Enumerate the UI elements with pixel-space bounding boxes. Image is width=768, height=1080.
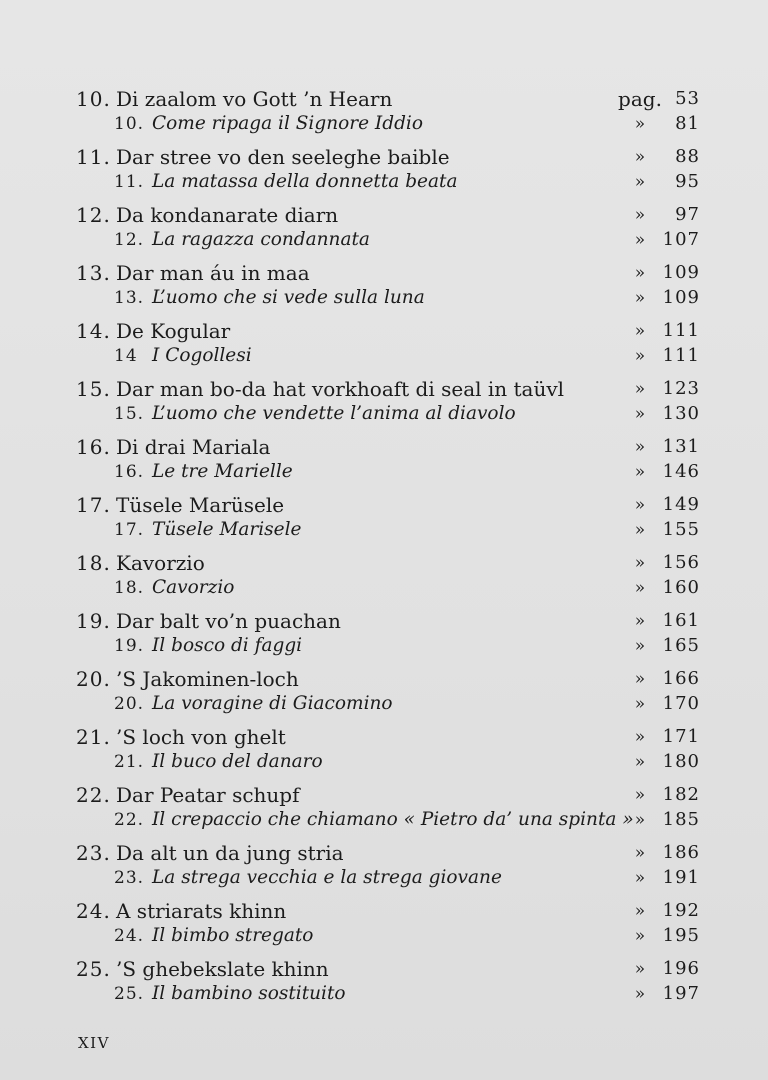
page-reference-marker: » bbox=[634, 379, 646, 399]
toc-entry bbox=[0, 550, 768, 608]
page-reference-marker: » bbox=[634, 636, 646, 656]
entry-title: Kavorzio bbox=[116, 551, 205, 575]
entry-number: 22. bbox=[76, 783, 111, 807]
entry-page-number: 95 bbox=[675, 171, 700, 192]
page-reference-marker: » bbox=[634, 321, 646, 341]
entry-page-number: 192 bbox=[662, 900, 700, 921]
entry-number: 19. bbox=[76, 609, 111, 633]
toc-entry bbox=[0, 434, 768, 492]
entry-number: 24. bbox=[114, 926, 145, 946]
page-reference-marker: » bbox=[634, 553, 646, 573]
entry-number: 12. bbox=[114, 230, 145, 250]
toc-entry bbox=[0, 840, 768, 898]
entry-title-italian: I Cogollesi bbox=[152, 345, 252, 366]
entry-page-number: 191 bbox=[662, 867, 700, 888]
entry-number: 22. bbox=[114, 810, 145, 830]
toc-entry-translation bbox=[0, 227, 768, 253]
toc-entry bbox=[0, 492, 768, 550]
page-reference-marker: » bbox=[634, 810, 646, 830]
entry-page-number: 180 bbox=[662, 751, 700, 772]
toc-entry-original bbox=[0, 898, 768, 924]
page-reference-marker: pag. bbox=[618, 87, 662, 111]
page-reference-marker: » bbox=[634, 114, 646, 134]
entry-number: 10. bbox=[76, 87, 111, 111]
entry-page-number: 160 bbox=[662, 577, 700, 598]
entry-title: Da alt un da jung stria bbox=[116, 841, 344, 865]
entry-number: 10. bbox=[114, 114, 145, 134]
toc-entry-original bbox=[0, 840, 768, 866]
entry-number: 17. bbox=[76, 493, 111, 517]
toc-entry-translation bbox=[0, 923, 768, 949]
entry-title-italian: Il buco del danaro bbox=[152, 751, 323, 772]
entry-page-number: 155 bbox=[662, 519, 700, 540]
entry-page-number: 131 bbox=[662, 436, 700, 457]
page-reference-marker: » bbox=[634, 346, 646, 366]
entry-page-number: 130 bbox=[662, 403, 700, 424]
toc-entry-original bbox=[0, 550, 768, 576]
toc-entry bbox=[0, 376, 768, 434]
entry-page-number: 149 bbox=[662, 494, 700, 515]
toc-entry-original bbox=[0, 202, 768, 228]
entry-page-number: 182 bbox=[662, 784, 700, 805]
entry-page-number: 111 bbox=[662, 320, 700, 341]
page-reference-marker: » bbox=[634, 959, 646, 979]
entry-number: 14. bbox=[76, 319, 111, 343]
page-reference-marker: » bbox=[634, 404, 646, 424]
entry-title-italian: L’uomo che vendette l’anima al diavolo bbox=[152, 403, 516, 424]
page-reference-marker: » bbox=[634, 868, 646, 888]
entry-title-italian: La strega vecchia e la strega giovane bbox=[152, 867, 502, 888]
page-reference-marker: » bbox=[634, 694, 646, 714]
toc-entry-translation bbox=[0, 981, 768, 1007]
page-reference-marker: » bbox=[634, 984, 646, 1004]
toc-entry-translation bbox=[0, 111, 768, 137]
entry-title: ’S ghebekslate khinn bbox=[116, 957, 329, 981]
page-reference-marker: » bbox=[634, 230, 646, 250]
entry-title-italian: La voragine di Giacomino bbox=[152, 693, 393, 714]
entry-title-italian: Come ripaga il Signore Iddio bbox=[152, 113, 423, 134]
entry-page-number: 88 bbox=[675, 146, 700, 167]
entry-number: 24. bbox=[76, 899, 111, 923]
page-reference-marker: » bbox=[634, 669, 646, 689]
toc-entry-translation bbox=[0, 459, 768, 485]
entry-number: 13. bbox=[114, 288, 145, 308]
entry-number: 25. bbox=[76, 957, 111, 981]
toc-entry-original bbox=[0, 724, 768, 750]
entry-number: 18. bbox=[76, 551, 111, 575]
entry-number: 11. bbox=[114, 172, 145, 192]
toc-entry-translation bbox=[0, 807, 768, 833]
entry-title: Da kondanarate diarn bbox=[116, 203, 339, 227]
entry-number: 15. bbox=[76, 377, 111, 401]
entry-page-number: 97 bbox=[675, 204, 700, 225]
page-reference-marker: » bbox=[634, 520, 646, 540]
entry-number: 17. bbox=[114, 520, 145, 540]
entry-page-number: 166 bbox=[662, 668, 700, 689]
page-reference-marker: » bbox=[634, 495, 646, 515]
entry-title: Di zaalom vo Gott ’n Hearn bbox=[116, 87, 393, 111]
page-reference-marker: » bbox=[634, 901, 646, 921]
entry-number: 21. bbox=[76, 725, 111, 749]
toc-entry-original bbox=[0, 144, 768, 170]
page-reference-marker: » bbox=[634, 578, 646, 598]
entry-title: Tüsele Marüsele bbox=[116, 493, 285, 517]
entry-title: Dar man bo-da hat vorkhoaft di seal in taüvl bbox=[116, 377, 565, 401]
entry-number: 23. bbox=[114, 868, 145, 888]
entry-number: 11. bbox=[76, 145, 111, 169]
entry-title-italian: Cavorzio bbox=[152, 577, 235, 598]
entry-page-number: 196 bbox=[662, 958, 700, 979]
entry-title-italian: La matassa della donnetta beata bbox=[152, 171, 458, 192]
entry-number: 23. bbox=[76, 841, 111, 865]
page-reference-marker: » bbox=[634, 785, 646, 805]
entry-page-number: 111 bbox=[662, 345, 700, 366]
page-reference-marker: » bbox=[634, 288, 646, 308]
entry-page-number: 165 bbox=[662, 635, 700, 656]
page-reference-marker: » bbox=[634, 147, 646, 167]
entry-title: Dar stree vo den seeleghe baible bbox=[116, 145, 450, 169]
toc-entry bbox=[0, 724, 768, 782]
page-reference-marker: » bbox=[634, 462, 646, 482]
toc-entry-translation bbox=[0, 865, 768, 891]
toc-entry-original bbox=[0, 434, 768, 460]
entry-title: Dar man áu in maa bbox=[116, 261, 310, 285]
page-reference-marker: » bbox=[634, 752, 646, 772]
entry-number: 20. bbox=[76, 667, 111, 691]
entry-title: Dar balt vo’n puachan bbox=[116, 609, 341, 633]
entry-number: 16. bbox=[114, 462, 145, 482]
entry-page-number: 185 bbox=[662, 809, 700, 830]
entry-title: De Kogular bbox=[116, 319, 231, 343]
page-reference-marker: » bbox=[634, 611, 646, 631]
entry-title: A striarats khinn bbox=[116, 899, 287, 923]
entry-page-number: 171 bbox=[662, 726, 700, 747]
page-reference-marker: » bbox=[634, 205, 646, 225]
toc-entry bbox=[0, 260, 768, 318]
toc-entry-translation bbox=[0, 517, 768, 543]
entry-number: 20. bbox=[114, 694, 145, 714]
toc-entry-original bbox=[0, 956, 768, 982]
entry-page-number: 161 bbox=[662, 610, 700, 631]
entry-number: 16. bbox=[76, 435, 111, 459]
toc-entry-translation bbox=[0, 169, 768, 195]
toc-entry-original bbox=[0, 666, 768, 692]
entry-number: 25. bbox=[114, 984, 145, 1004]
toc-entry-original bbox=[0, 492, 768, 518]
toc-entry-translation bbox=[0, 285, 768, 311]
entry-page-number: 109 bbox=[662, 287, 700, 308]
toc-entry-original bbox=[0, 376, 768, 402]
page-reference-marker: » bbox=[634, 727, 646, 747]
toc-entry-original bbox=[0, 782, 768, 808]
page-reference-marker: » bbox=[634, 843, 646, 863]
toc-entry bbox=[0, 144, 768, 202]
toc-entry bbox=[0, 608, 768, 666]
page-folio: XIV bbox=[78, 1034, 110, 1052]
entry-page-number: 146 bbox=[662, 461, 700, 482]
entry-number: 21. bbox=[114, 752, 145, 772]
entry-page-number: 170 bbox=[662, 693, 700, 714]
table-of-contents bbox=[0, 86, 768, 1014]
toc-entry bbox=[0, 86, 768, 144]
entry-title-italian: L’uomo che si vede sulla luna bbox=[152, 287, 425, 308]
toc-entry-original bbox=[0, 86, 768, 112]
entry-page-number: 53 bbox=[675, 88, 700, 109]
entry-page-number: 123 bbox=[662, 378, 700, 399]
toc-entry-translation bbox=[0, 749, 768, 775]
toc-entry bbox=[0, 666, 768, 724]
entry-title: ’S Jakominen-loch bbox=[116, 667, 299, 691]
entry-number: 14 bbox=[114, 346, 138, 366]
entry-title-italian: Le tre Marielle bbox=[152, 461, 293, 482]
page-reference-marker: » bbox=[634, 172, 646, 192]
entry-title-italian: La ragazza condannata bbox=[152, 229, 370, 250]
entry-page-number: 156 bbox=[662, 552, 700, 573]
toc-entry-translation bbox=[0, 633, 768, 659]
entry-number: 18. bbox=[114, 578, 145, 598]
entry-number: 13. bbox=[76, 261, 111, 285]
entry-title: Dar Peatar schupf bbox=[116, 783, 300, 807]
entry-title-italian: Il crepaccio che chiamano « Pietro da’ una spinta » bbox=[152, 809, 634, 830]
toc-entry-translation bbox=[0, 691, 768, 717]
toc-entry-original bbox=[0, 608, 768, 634]
entry-number: 12. bbox=[76, 203, 111, 227]
toc-entry bbox=[0, 956, 768, 1014]
toc-entry bbox=[0, 202, 768, 260]
toc-entry-original bbox=[0, 318, 768, 344]
page-reference-marker: » bbox=[634, 926, 646, 946]
entry-title-italian: Il bimbo stregato bbox=[152, 925, 314, 946]
entry-page-number: 107 bbox=[662, 229, 700, 250]
entry-page-number: 81 bbox=[675, 113, 700, 134]
entry-page-number: 197 bbox=[662, 983, 700, 1004]
entry-page-number: 195 bbox=[662, 925, 700, 946]
entry-page-number: 109 bbox=[662, 262, 700, 283]
toc-entry-translation bbox=[0, 343, 768, 369]
entry-title-italian: Il bosco di faggi bbox=[152, 635, 303, 656]
toc-entry bbox=[0, 898, 768, 956]
entry-number: 15. bbox=[114, 404, 145, 424]
entry-title-italian: Tüsele Marisele bbox=[152, 519, 302, 540]
toc-entry bbox=[0, 318, 768, 376]
entry-title-italian: Il bambino sostituito bbox=[152, 983, 346, 1004]
toc-entry-original bbox=[0, 260, 768, 286]
entry-page-number: 186 bbox=[662, 842, 700, 863]
toc-entry-translation bbox=[0, 575, 768, 601]
toc-entry bbox=[0, 782, 768, 840]
page-reference-marker: » bbox=[634, 263, 646, 283]
toc-entry-translation bbox=[0, 401, 768, 427]
entry-title: Di drai Mariala bbox=[116, 435, 271, 459]
page-reference-marker: » bbox=[634, 437, 646, 457]
entry-number: 19. bbox=[114, 636, 145, 656]
entry-title: ’S loch von ghelt bbox=[116, 725, 286, 749]
